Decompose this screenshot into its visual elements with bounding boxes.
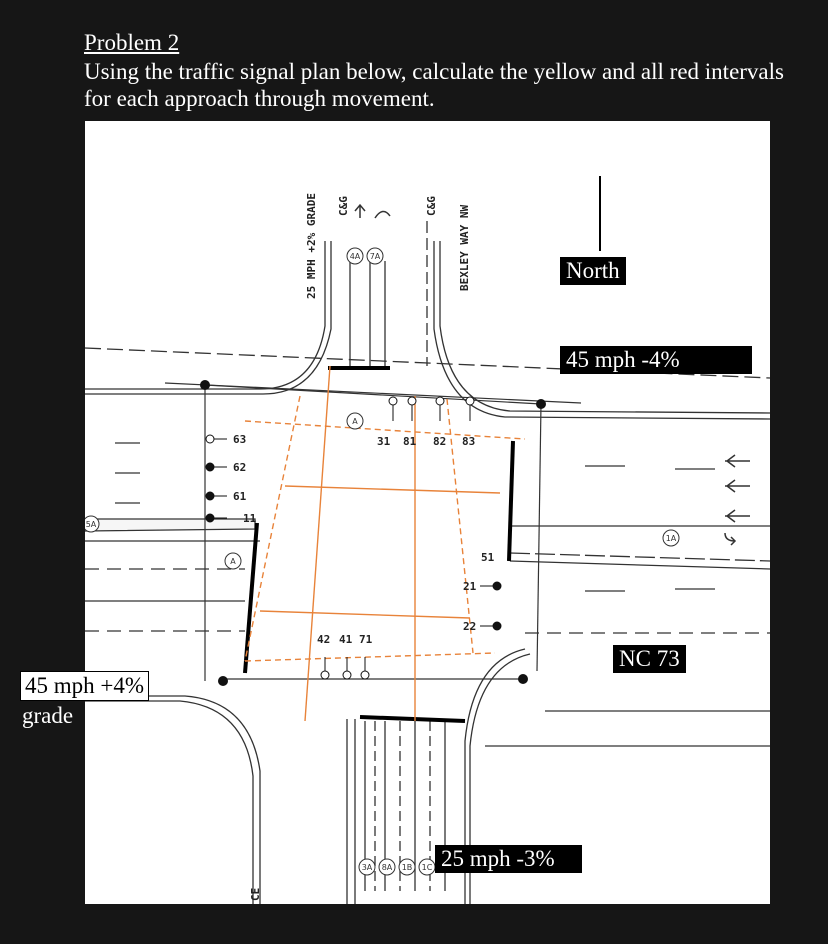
lane-marker-8A: 8A: [381, 863, 393, 872]
lane-marker-1A: 1A: [665, 534, 677, 543]
pole-marker-a-north: A: [352, 417, 358, 426]
lane-marker-1B: 1B: [401, 863, 413, 872]
span-wires: [165, 383, 581, 681]
head-label-81: 81: [403, 435, 417, 448]
lane-marker-7A: 7A: [369, 252, 381, 261]
head-label-62: 62: [233, 461, 247, 474]
curb-gutter-text-east: C&G: [425, 196, 438, 216]
head-label-21: 21: [463, 580, 477, 593]
road-edges: [85, 221, 770, 904]
head-label-83: 83: [462, 435, 476, 448]
head-label-31: 31: [377, 435, 391, 448]
problem-text: Using the traffic signal plan below, calculate the yellow and all red intervals for each approach through movement.: [84, 59, 784, 111]
north-label: North: [560, 257, 626, 285]
head-label-71: 71: [359, 633, 373, 646]
south-approach-label: 25 mph -3%: [435, 845, 582, 873]
east-approach-label: 45 mph -4%: [560, 346, 752, 374]
head-label-61: 61: [233, 490, 247, 503]
lane-marker-1C: 1C: [421, 863, 433, 872]
west-partial-text: CE: [249, 887, 262, 901]
curb-gutter-text-west: C&G: [337, 196, 350, 216]
head-label-11: 11: [243, 512, 257, 525]
head-label-63: 63: [233, 433, 247, 446]
signal-plan-drawing: [85, 121, 770, 904]
intersection-diagram: [85, 121, 770, 904]
west-approach-label: 45 mph +4%: [20, 671, 149, 701]
orange-overlay-lines: [245, 366, 525, 721]
street-name-text: BEXLEY WAY NW: [458, 204, 471, 291]
head-label-51: 51: [481, 551, 495, 564]
problem-title: Problem 2: [84, 30, 180, 55]
lane-marker-5A: 5A: [85, 520, 97, 529]
head-label-42: 42: [317, 633, 331, 646]
signal-poles: [200, 380, 546, 686]
stop-bars: [245, 368, 513, 721]
west-approach-grade-label: grade: [22, 703, 74, 728]
head-label-22: 22: [463, 620, 477, 633]
lane-marker-4A: 4A: [349, 252, 361, 261]
main-street-label: NC 73: [613, 645, 686, 673]
head-label-41: 41: [339, 633, 353, 646]
head-label-82: 82: [433, 435, 447, 448]
north-speed-grade-text: 25 MPH +2% GRADE: [305, 193, 318, 299]
lane-markers: [85, 248, 679, 875]
lane-marker-3A: 3A: [361, 863, 373, 872]
pole-marker-a-west: A: [230, 557, 236, 566]
